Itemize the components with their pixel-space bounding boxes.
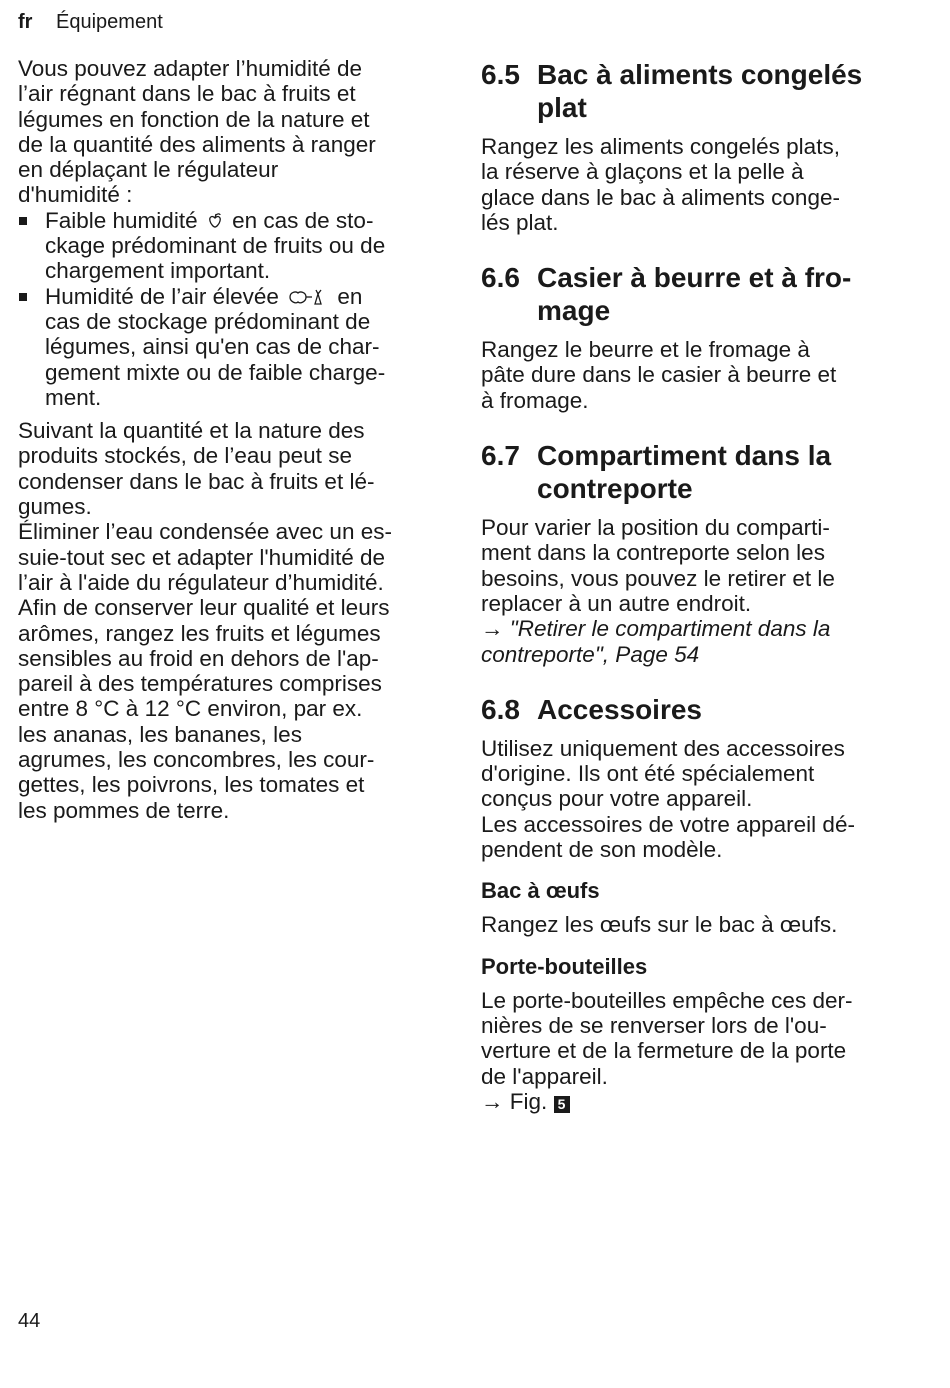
text-line: replacer à un autre endroit. <box>481 590 752 616</box>
text-line: de la quantité des aliments à ranger <box>18 131 376 157</box>
chapter-name: Équipement <box>56 11 163 33</box>
text-line: Compartiment dans la <box>537 440 832 472</box>
high-humidity-vegetable-icon <box>287 288 329 306</box>
text-line: légumes, ainsi qu'en cas de char- <box>45 334 380 360</box>
text-line: besoins, vous pouvez le retirer et le <box>481 565 835 591</box>
list-item <box>18 208 438 284</box>
text-line: les pommes de terre. <box>18 797 230 823</box>
text-line: pâte dure dans le casier à beurre et <box>481 362 837 388</box>
text-line: d'origine. Ils ont été spécialement <box>481 761 815 787</box>
subsection-heading-bottle-holder: Porte-bouteilles <box>481 953 648 979</box>
text-line: Humidité de l’air élevée <box>45 283 279 309</box>
text-line: suie-tout sec et adapter l'humidité de <box>18 544 386 570</box>
text-line: produits stockés, de l’eau peut se <box>18 443 352 469</box>
section-6-8 <box>481 693 906 1114</box>
subsection-heading-egg-tray: Bac à œufs <box>481 878 600 904</box>
section-number: 6.8 <box>481 693 520 725</box>
text-line: l’air à l'aide du régulateur d’humidité. <box>18 569 384 595</box>
text-line: → "Retirer le compartiment dans la <box>481 616 831 642</box>
humidity-options-list <box>18 208 438 410</box>
text-line: → Fig. <box>481 1088 548 1114</box>
text-line: ckage prédominant de fruits ou de <box>45 233 386 259</box>
text-line: Rangez le beurre et le fromage à <box>481 337 810 363</box>
text-line: Casier à beurre et à fro- <box>537 262 852 294</box>
text-line: condenser dans le bac à fruits et lé- <box>18 468 375 494</box>
text-line: Afin de conserver leur qualité et leurs <box>18 595 390 621</box>
section-6-5 <box>481 58 906 235</box>
text-line: Bac à aliments congelés <box>537 59 863 90</box>
low-humidity-fruit-icon <box>206 212 224 230</box>
text-line: glace dans le bac à aliments conge- <box>481 184 840 210</box>
section-number: 6.7 <box>481 440 520 472</box>
section-heading <box>481 693 906 726</box>
section-body <box>481 515 906 616</box>
text-line: pareil à des températures comprises <box>18 671 382 697</box>
section-body <box>481 337 906 413</box>
text-line: plat <box>537 92 587 123</box>
text-line: arômes, rangez les fruits et légumes <box>18 620 381 646</box>
text-line: d'humidité : <box>18 182 133 208</box>
text-line: Faible humidité <box>45 207 198 233</box>
text-line: pendent de son modèle. <box>481 837 723 863</box>
text-line: gumes. <box>18 494 92 520</box>
text-line: ment. <box>45 384 102 410</box>
text-line: chargement important. <box>45 258 271 284</box>
text-line: verture et de la fermeture de la porte <box>481 1038 847 1064</box>
section-6-7 <box>481 439 906 667</box>
text-line: agrumes, les concombres, les cour- <box>18 747 375 773</box>
text-line: Les accessoires de votre appareil dé- <box>481 811 855 837</box>
subsection-body <box>481 988 906 1114</box>
text-line: en cas de sto- <box>232 207 374 233</box>
subsection-body <box>481 912 906 937</box>
text-line: Vous pouvez adapter l’humidité de <box>18 56 362 81</box>
section-heading <box>481 58 906 124</box>
language-code: fr <box>18 11 33 33</box>
text-line: ment dans la contreporte selon les <box>481 540 825 566</box>
figure-number-badge: 5 <box>554 1096 570 1113</box>
section-title <box>537 58 862 124</box>
text-line: l’air régnant dans le bac à fruits et <box>18 81 356 107</box>
intro-paragraph <box>18 56 438 208</box>
text-line: lés plat. <box>481 209 559 235</box>
text-line: de l'appareil. <box>481 1063 608 1089</box>
section-heading <box>481 439 906 505</box>
text-line: entre 8 °C à 12 °C environ, par ex. <box>18 696 363 722</box>
text-line: Rangez les œufs sur le bac à œufs. <box>481 912 838 938</box>
section-body <box>481 134 906 235</box>
cross-reference-link[interactable] <box>481 616 906 667</box>
text-line: les ananas, les bananes, les <box>18 721 302 747</box>
text-line: Utilisez uniquement des accessoires <box>481 735 845 761</box>
text-line: Rangez les aliments congelés plats, <box>481 134 840 159</box>
text-line: la réserve à glaçons et la pelle à <box>481 159 804 185</box>
text-line: contreporte <box>537 473 693 505</box>
section-number: 6.6 <box>481 262 520 294</box>
left-column <box>18 56 438 823</box>
section-title <box>537 693 702 726</box>
text-line: en déplaçant le régulateur <box>18 157 279 183</box>
text-line: à fromage. <box>481 387 589 413</box>
section-body <box>481 736 906 862</box>
text-line: nières de se renverser lors de l'ou- <box>481 1012 827 1038</box>
text-line: Pour varier la position du comparti- <box>481 515 830 541</box>
text-line: conçus pour votre appareil. <box>481 786 753 812</box>
text-line: Le porte-bouteilles empêche ces der- <box>481 987 853 1013</box>
section-heading <box>481 261 906 327</box>
text-line: gettes, les poivrons, les tomates et <box>18 772 365 798</box>
text-line: cas de stockage prédominant de <box>45 308 371 334</box>
right-column <box>481 58 906 1114</box>
text-line: mage <box>537 295 611 327</box>
text-line: contreporte", Page 54 <box>481 641 700 667</box>
section-6-6 <box>481 261 906 413</box>
section-title <box>537 439 831 505</box>
text-line: sensibles au froid en dehors de l'ap- <box>18 645 379 671</box>
text-line: Éliminer l’eau condensée avec un es- <box>18 519 392 545</box>
section-title <box>537 261 851 327</box>
text-line: en <box>337 283 363 309</box>
text-line: Suivant la quantité et la nature des <box>18 418 365 444</box>
bullet-marker <box>19 217 27 225</box>
text-line: Accessoires <box>537 693 703 725</box>
figure-reference-link[interactable] <box>481 1089 570 1114</box>
bullet-marker <box>19 293 27 301</box>
section-number: 6.5 <box>481 59 520 90</box>
page-number: 44 <box>18 1310 41 1332</box>
text-line: légumes en fonction de la nature et <box>18 106 370 132</box>
list-item <box>18 284 438 410</box>
text-line: gement mixte ou de faible charge- <box>45 359 386 385</box>
page-header <box>18 9 163 35</box>
condensation-paragraph <box>18 418 438 823</box>
